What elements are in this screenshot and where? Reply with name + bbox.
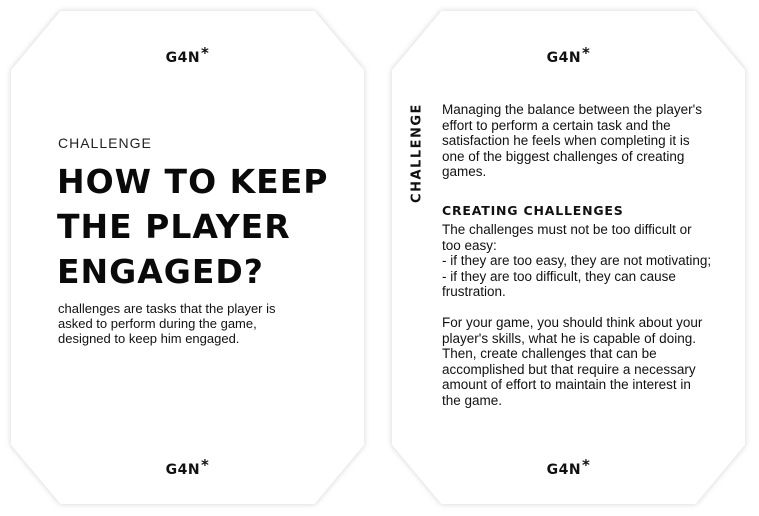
card-category: CHALLENGE [58,135,152,151]
logo-bottom: G4N* [546,456,591,478]
logo-top: G4N* [165,44,210,66]
card-intro: Managing the balance between the player's effort to perform a certain task and the satisfaction he feels when completing it is one of the biggest challenges of creating games. [442,102,703,179]
card-body [442,222,712,408]
headline-line: ENGAGED? [57,252,264,291]
body-paragraph: - if they are too easy, they are not motivating; [442,253,712,268]
headline-line: THE PLAYER [57,207,291,246]
body-paragraph: Then, create challenges that can be accomplished but that require a necessary amount of effort to maintain the interest in the game. [442,346,696,408]
card-headline [57,159,357,294]
front-card [11,11,364,504]
card-subheading: CREATING CHALLENGES [442,203,624,218]
body-paragraph: For your game, you should think about your player's skills, what he is capable of doing. [442,315,703,346]
headline-line: HOW TO KEEP [57,162,329,201]
logo-bottom: G4N* [165,456,210,478]
back-card [392,11,745,504]
vertical-category-label: CHALLENGE [409,103,425,203]
body-paragraph: The challenges must not be too difficult or too easy: [442,222,692,253]
logo-top: G4N* [546,44,591,66]
card-definition: challenges are tasks that the player is asked to perform during the game, designed to keep him engaged. [58,301,276,346]
body-paragraph: - if they are too difficult, they can cause frustration. [442,268,676,299]
